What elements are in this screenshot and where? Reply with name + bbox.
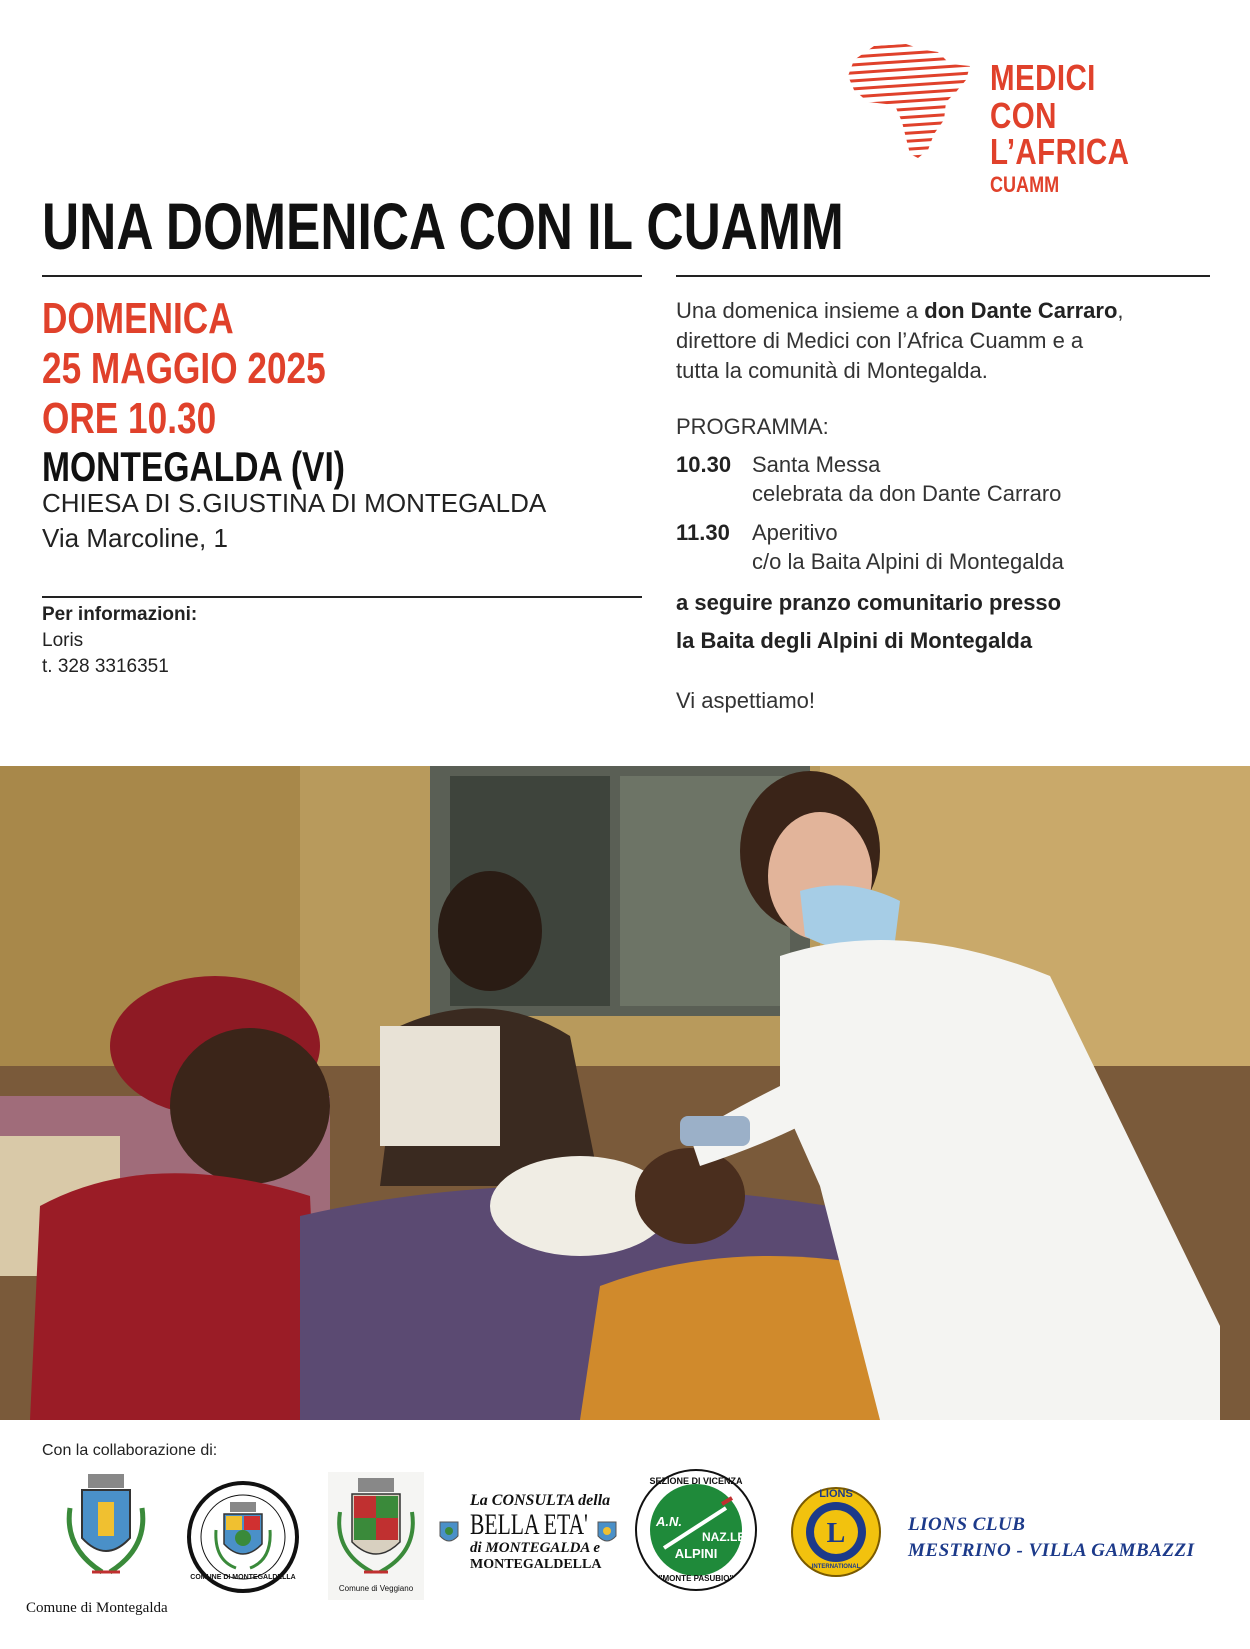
brand-line-1: MEDICI	[990, 57, 1096, 98]
bella-line-4: MONTEGALDELLA	[470, 1557, 602, 1572]
bella-line-1: La CONSULTA della	[470, 1492, 611, 1509]
ana-right-text: NAZ.LE	[702, 1530, 746, 1544]
intro-pre: Una domenica insieme a	[676, 298, 925, 323]
brand-wordmark	[990, 57, 1250, 197]
event-time: ORE 10.30	[42, 394, 217, 443]
divider	[676, 275, 1210, 277]
intro-bold-name: don Dante Carraro	[924, 298, 1118, 323]
small-crest-icon	[596, 1518, 618, 1546]
program-item-title: Aperitivo	[752, 520, 838, 545]
event-town: MONTEGALDA (VI)	[42, 443, 345, 490]
info-phone: t. 328 3316351	[42, 656, 169, 677]
program-follow-line-2: la Baita degli Alpini di Montegalda	[676, 628, 1033, 653]
intro-line-3: tutta la comunità di Montegalda.	[676, 358, 988, 383]
hero-photo	[0, 766, 1250, 1420]
divider	[42, 596, 642, 598]
program-follow-line-1: a seguire pranzo comunitario presso	[676, 590, 1062, 615]
lions-line-1: LIONS CLUB	[908, 1514, 1026, 1535]
lions-club-name	[908, 1512, 1194, 1564]
event-day: DOMENICA	[42, 294, 234, 343]
montegalda-crest-icon	[62, 1468, 150, 1588]
event-date: 25 MAGGIO 2025	[42, 344, 326, 393]
intro-text	[676, 296, 1124, 386]
small-crest-icon	[438, 1518, 460, 1546]
info-contact-name: Loris	[42, 630, 84, 651]
program-item-title: Santa Messa	[752, 452, 881, 477]
africa-logo-icon	[846, 42, 974, 160]
lions-emblem-bottom: INTERNATIONAL	[811, 1564, 861, 1570]
divider	[42, 275, 642, 277]
closing-text: Vi aspettiamo!	[676, 688, 816, 713]
montegaldella-logo	[186, 1480, 300, 1594]
svg-text:L: L	[826, 1518, 846, 1549]
event-address: Via Marcoline, 1	[42, 523, 228, 553]
ana-top-text: SEZIONE DI VICENZA	[649, 1476, 743, 1486]
ana-alpini-logo	[634, 1468, 758, 1592]
collaboration-label: Con la collaborazione di:	[42, 1442, 218, 1459]
info-label: Per informazioni:	[42, 604, 198, 625]
page-title: UNA DOMENICA CON IL CUAMM	[42, 189, 844, 263]
veggiano-crest-icon	[328, 1472, 424, 1584]
lions-line-2: MESTRINO - VILLA GAMBAZZI	[908, 1540, 1195, 1561]
montegaldella-caption: COMUNE DI MONTEGALDELLA	[190, 1574, 296, 1581]
intro-line-2: direttore di Medici con l’Africa Cuamm e a	[676, 328, 1084, 353]
intro-post: ,	[1117, 298, 1124, 323]
bella-line-3: di MONTEGALDA e	[470, 1540, 601, 1556]
program-item-subtitle: c/o la Baita Alpini di Montegalda	[752, 549, 1064, 574]
veggiano-logo	[328, 1472, 424, 1600]
event-church: CHIESA DI S.GIUSTINA DI MONTEGALDA	[42, 488, 547, 518]
lions-emblem-top: LIONS	[819, 1488, 853, 1500]
program-item-time: 11.30	[676, 520, 730, 545]
veggiano-caption: Comune di Veggiano	[338, 1584, 414, 1593]
montegalda-caption: Comune di Montegalda	[26, 1600, 168, 1616]
bella-line-2: BELLA ETA'	[470, 1508, 588, 1541]
brand-line-2: CON L’AFRICA	[990, 95, 1130, 172]
program-label: PROGRAMMA:	[676, 414, 829, 439]
ana-center-text: ALPINI	[674, 1546, 718, 1561]
ana-bottom-text: "MONTE PASUBIO"	[658, 1574, 734, 1583]
lions-logo	[790, 1486, 882, 1578]
brand-line-3: CUAMM	[990, 172, 1060, 197]
program-item-time: 10.30	[676, 452, 732, 477]
ana-left-text: A.N.	[656, 1514, 682, 1529]
program-item-subtitle: celebrata da don Dante Carraro	[752, 481, 1062, 506]
